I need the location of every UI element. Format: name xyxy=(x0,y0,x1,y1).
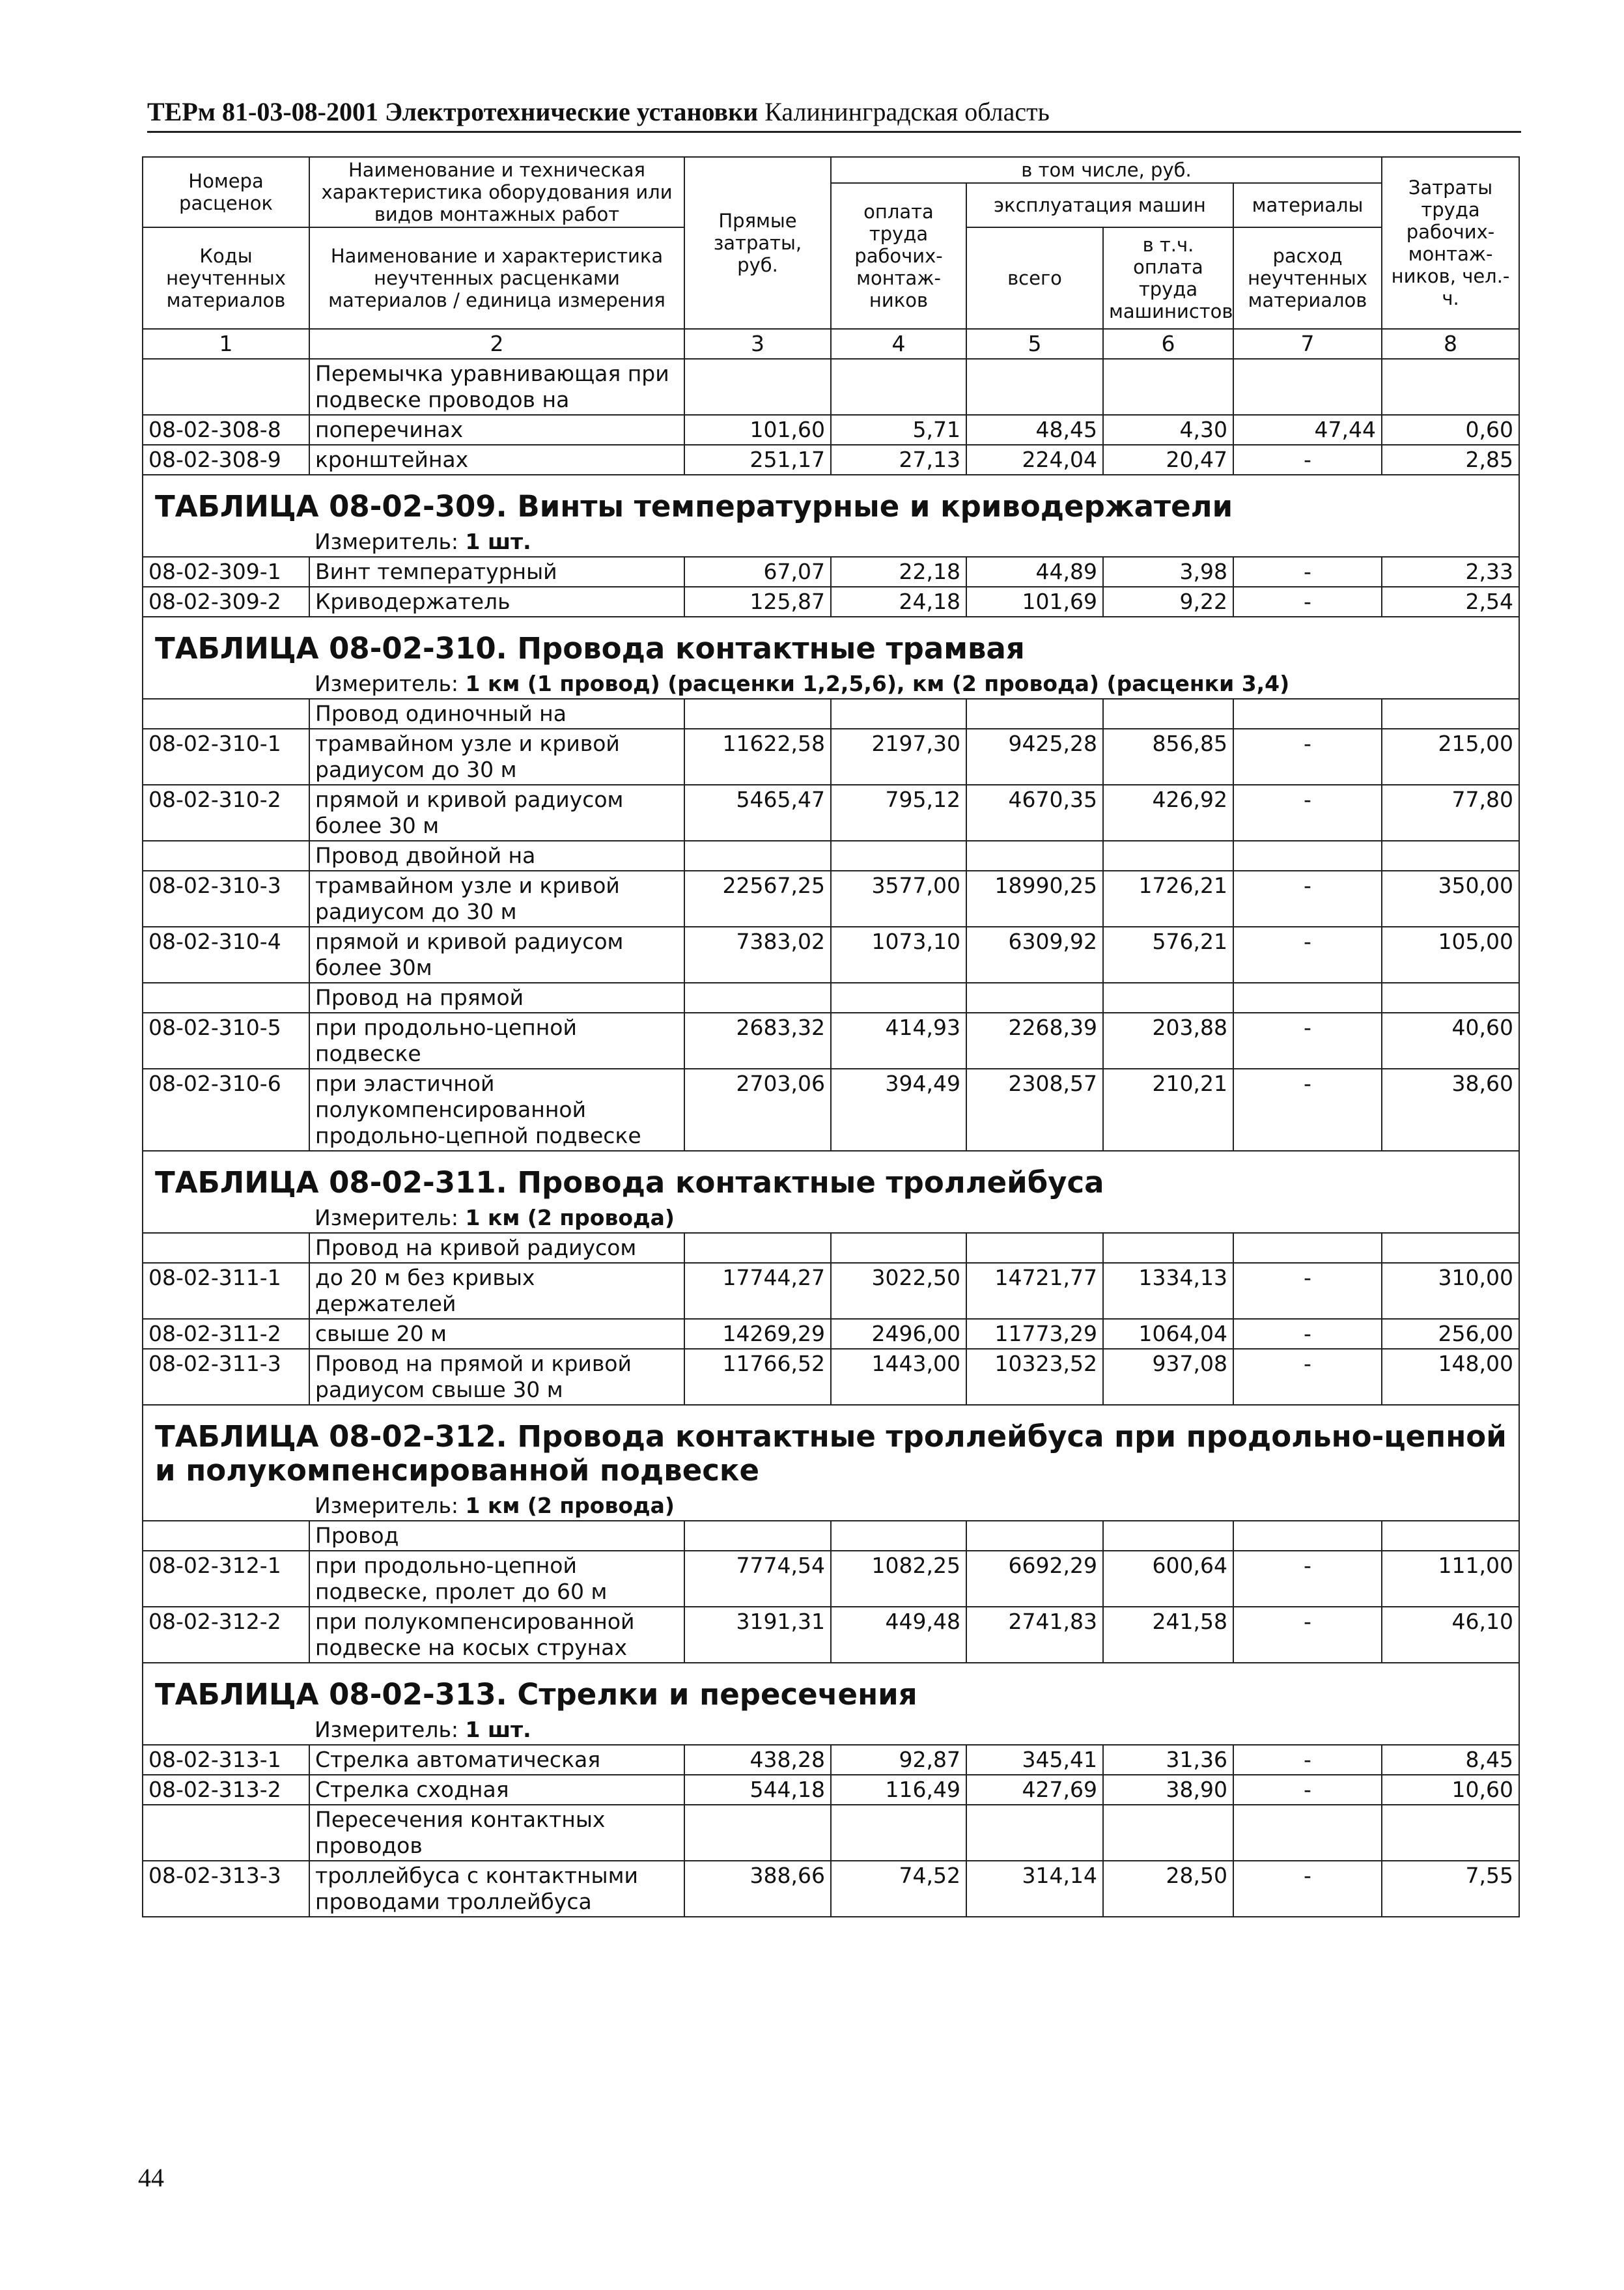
labor-pay-cell: 24,18 xyxy=(831,587,966,617)
labor-pay-cell: 22,18 xyxy=(831,557,966,587)
section-title-row xyxy=(143,1663,1519,1716)
group-name: Пересечения контактных проводов xyxy=(309,1805,684,1861)
col-number: 1 xyxy=(143,329,309,359)
rate-code: 08-02-313-2 xyxy=(143,1775,309,1805)
group-name: Провод xyxy=(309,1521,684,1551)
machines-labor-cell: 4,30 xyxy=(1103,415,1233,445)
group-empty-cell xyxy=(1382,1521,1519,1551)
col-number: 6 xyxy=(1103,329,1233,359)
measure-spacer xyxy=(143,528,309,557)
group-empty-cell xyxy=(1233,699,1382,729)
rate-code: 08-02-310-3 xyxy=(143,871,309,927)
machines-labor-cell: 38,90 xyxy=(1103,1775,1233,1805)
rate-code: 08-02-310-5 xyxy=(143,1013,309,1069)
col-codes-sub-header: Коды неучтенных материалов xyxy=(143,227,309,329)
machines-labor-cell: 3,98 xyxy=(1103,557,1233,587)
labor-hours-cell: 105,00 xyxy=(1382,927,1519,983)
group-empty-cell xyxy=(831,841,966,871)
rate-code: 08-02-308-8 xyxy=(143,415,309,445)
group-empty-cell xyxy=(831,359,966,415)
table-row xyxy=(143,1745,1519,1775)
rate-code: 08-02-309-2 xyxy=(143,587,309,617)
direct-cost-cell: 14269,29 xyxy=(684,1319,831,1349)
group-empty-cell xyxy=(1233,359,1382,415)
direct-cost-cell: 2703,06 xyxy=(684,1069,831,1151)
group-empty-cell xyxy=(831,699,966,729)
table-row xyxy=(143,587,1519,617)
measure-cell xyxy=(309,1491,1519,1521)
section-title: ТАБЛИЦА 08-02-312. Провода контактные троллейбуса при продольно-цепной и полукомпенсированной подвеске xyxy=(143,1405,1519,1491)
labor-hours-cell: 2,85 xyxy=(1382,445,1519,475)
labor-pay-cell: 5,71 xyxy=(831,415,966,445)
materials-cell: - xyxy=(1233,927,1382,983)
col-labor-cost-header: Затраты труда рабочих-монтаж-ников, чел.-ч. xyxy=(1382,157,1519,329)
rate-name: прямой и кривой радиусом более 30 м xyxy=(309,785,684,841)
group-empty-cell xyxy=(1103,1521,1233,1551)
materials-cell: - xyxy=(1233,557,1382,587)
measure-cell xyxy=(309,528,1519,557)
machines-total-cell: 9425,28 xyxy=(966,729,1103,785)
group-empty-cell xyxy=(143,983,309,1013)
rate-code: 08-02-310-2 xyxy=(143,785,309,841)
group-row xyxy=(143,983,1519,1013)
table-row xyxy=(143,1551,1519,1607)
machines-labor-cell: 937,08 xyxy=(1103,1349,1233,1405)
group-empty-cell xyxy=(143,841,309,871)
direct-cost-cell: 101,60 xyxy=(684,415,831,445)
direct-cost-cell: 2683,32 xyxy=(684,1013,831,1069)
measure-value: 1 шт. xyxy=(465,529,531,554)
rate-name: прямой и кривой радиусом более 30м xyxy=(309,927,684,983)
group-row xyxy=(143,1233,1519,1263)
rate-code: 08-02-312-2 xyxy=(143,1607,309,1663)
measure-spacer xyxy=(143,1204,309,1233)
materials-cell: - xyxy=(1233,1745,1382,1775)
machines-total-cell: 2268,39 xyxy=(966,1013,1103,1069)
section-title-row xyxy=(143,617,1519,670)
group-name: Провод на прямой xyxy=(309,983,684,1013)
direct-cost-cell: 11622,58 xyxy=(684,729,831,785)
direct-cost-cell: 7383,02 xyxy=(684,927,831,983)
machines-total-cell: 18990,25 xyxy=(966,871,1103,927)
labor-pay-cell: 2197,30 xyxy=(831,729,966,785)
materials-cell: - xyxy=(1233,1263,1382,1319)
table-row xyxy=(143,729,1519,785)
group-empty-cell xyxy=(1382,699,1519,729)
machines-labor-cell: 1064,04 xyxy=(1103,1319,1233,1349)
table-row xyxy=(143,1013,1519,1069)
labor-pay-cell: 1073,10 xyxy=(831,927,966,983)
direct-cost-cell: 67,07 xyxy=(684,557,831,587)
col-number: 3 xyxy=(684,329,831,359)
col-machines-header: эксплуатация машин xyxy=(966,183,1233,227)
group-name: Провод одиночный на xyxy=(309,699,684,729)
rate-code: 08-02-311-3 xyxy=(143,1349,309,1405)
col-number: 8 xyxy=(1382,329,1519,359)
machines-labor-cell: 9,22 xyxy=(1103,587,1233,617)
labor-pay-cell: 394,49 xyxy=(831,1069,966,1151)
group-empty-cell xyxy=(143,699,309,729)
rate-code: 08-02-313-1 xyxy=(143,1745,309,1775)
materials-cell: - xyxy=(1233,1775,1382,1805)
rate-code: 08-02-310-1 xyxy=(143,729,309,785)
materials-cell: - xyxy=(1233,1349,1382,1405)
measure-cell xyxy=(309,1204,1519,1233)
table-row xyxy=(143,557,1519,587)
table-row xyxy=(143,785,1519,841)
labor-pay-cell: 795,12 xyxy=(831,785,966,841)
table-row xyxy=(143,445,1519,475)
group-empty-cell xyxy=(966,1521,1103,1551)
machines-total-cell: 6692,29 xyxy=(966,1551,1103,1607)
group-empty-cell xyxy=(684,1521,831,1551)
labor-hours-cell: 8,45 xyxy=(1382,1745,1519,1775)
group-empty-cell xyxy=(143,359,309,415)
rate-name: трамвайном узле и кривой радиусом до 30 м xyxy=(309,871,684,927)
group-empty-cell xyxy=(684,699,831,729)
direct-cost-cell: 22567,25 xyxy=(684,871,831,927)
rate-name: при продольно-цепной подвеске xyxy=(309,1013,684,1069)
rate-name: Криводержатель xyxy=(309,587,684,617)
materials-cell: - xyxy=(1233,785,1382,841)
group-empty-cell xyxy=(1382,983,1519,1013)
machines-labor-cell: 856,85 xyxy=(1103,729,1233,785)
machines-labor-cell: 1334,13 xyxy=(1103,1263,1233,1319)
materials-cell: - xyxy=(1233,1013,1382,1069)
rate-name: свыше 20 м xyxy=(309,1319,684,1349)
group-empty-cell xyxy=(966,1233,1103,1263)
labor-hours-cell: 77,80 xyxy=(1382,785,1519,841)
group-empty-cell xyxy=(966,699,1103,729)
labor-hours-cell: 2,33 xyxy=(1382,557,1519,587)
rate-code: 08-02-310-6 xyxy=(143,1069,309,1151)
measure-value: 1 шт. xyxy=(465,1717,531,1742)
page-header xyxy=(147,96,1521,133)
measure-label: Измеритель: xyxy=(315,671,459,696)
rate-code: 08-02-309-1 xyxy=(143,557,309,587)
measure-label: Измеритель: xyxy=(315,1205,459,1230)
rate-name: Стрелка сходная xyxy=(309,1775,684,1805)
group-row xyxy=(143,699,1519,729)
group-empty-cell xyxy=(1103,1233,1233,1263)
col-number: 2 xyxy=(309,329,684,359)
machines-labor-cell: 210,21 xyxy=(1103,1069,1233,1151)
machines-total-cell: 345,41 xyxy=(966,1745,1103,1775)
measure-row xyxy=(143,670,1519,699)
group-empty-cell xyxy=(1103,1805,1233,1861)
section-title-row xyxy=(143,1151,1519,1204)
group-empty-cell xyxy=(1103,983,1233,1013)
group-empty-cell xyxy=(966,1805,1103,1861)
direct-cost-cell: 7774,54 xyxy=(684,1551,831,1607)
col-labor-header: оплата труда рабочих-монтаж-ников xyxy=(831,183,966,329)
measure-label: Измеритель: xyxy=(315,1717,459,1742)
measure-cell xyxy=(309,670,1519,699)
group-empty-cell xyxy=(966,983,1103,1013)
table-row xyxy=(143,415,1519,445)
table-row xyxy=(143,871,1519,927)
measure-label: Измеритель: xyxy=(315,529,459,554)
section-title-row xyxy=(143,1405,1519,1491)
rate-name: трамвайном узле и кривой радиусом до 30 м xyxy=(309,729,684,785)
materials-cell: - xyxy=(1233,1861,1382,1917)
group-empty-cell xyxy=(831,983,966,1013)
table-row xyxy=(143,1319,1519,1349)
direct-cost-cell: 388,66 xyxy=(684,1861,831,1917)
materials-cell: - xyxy=(1233,871,1382,927)
materials-cell: - xyxy=(1233,587,1382,617)
machines-total-cell: 6309,92 xyxy=(966,927,1103,983)
labor-hours-cell: 148,00 xyxy=(1382,1349,1519,1405)
rate-name: Стрелка автоматическая xyxy=(309,1745,684,1775)
page-number: 44 xyxy=(138,2163,164,2192)
materials-cell: - xyxy=(1233,1069,1382,1151)
group-empty-cell xyxy=(1233,1233,1382,1263)
measure-spacer xyxy=(143,1716,309,1745)
group-empty-cell xyxy=(1103,841,1233,871)
labor-hours-cell: 111,00 xyxy=(1382,1551,1519,1607)
direct-cost-cell: 251,17 xyxy=(684,445,831,475)
machines-labor-cell: 203,88 xyxy=(1103,1013,1233,1069)
section-title: ТАБЛИЦА 08-02-310. Провода контактные трамвая xyxy=(143,617,1519,670)
labor-pay-cell: 27,13 xyxy=(831,445,966,475)
rate-code: 08-02-312-1 xyxy=(143,1551,309,1607)
group-name: Перемычка уравнивающая при подвеске проводов на xyxy=(309,359,684,415)
table-row xyxy=(143,1861,1519,1917)
group-empty-cell xyxy=(1103,359,1233,415)
machines-total-cell: 427,69 xyxy=(966,1775,1103,1805)
group-row xyxy=(143,359,1519,415)
materials-cell: - xyxy=(1233,729,1382,785)
measure-cell xyxy=(309,1716,1519,1745)
machines-total-cell: 2741,83 xyxy=(966,1607,1103,1663)
rate-name: при полукомпенсированной подвеске на косых струнах xyxy=(309,1607,684,1663)
group-row xyxy=(143,1805,1519,1861)
table-body xyxy=(143,359,1519,1917)
rate-code: 08-02-311-2 xyxy=(143,1319,309,1349)
direct-cost-cell: 3191,31 xyxy=(684,1607,831,1663)
doc-code: ТЕРм 81-03-08-2001 xyxy=(147,97,378,126)
section-title: ТАБЛИЦА 08-02-309. Винты температурные и криводержатели xyxy=(143,475,1519,528)
materials-cell: - xyxy=(1233,1607,1382,1663)
group-row xyxy=(143,841,1519,871)
labor-hours-cell: 256,00 xyxy=(1382,1319,1519,1349)
col-name-sub-header: Наименование и характеристика неучтенных расценками материалов / единица измерения xyxy=(309,227,684,329)
col-machines-labor-header: в т.ч. оплата труда машинистов xyxy=(1103,227,1233,329)
group-row xyxy=(143,1521,1519,1551)
rate-name: кронштейнах xyxy=(309,445,684,475)
col-number: 4 xyxy=(831,329,966,359)
rate-name: поперечинах xyxy=(309,415,684,445)
group-empty-cell xyxy=(1233,983,1382,1013)
direct-cost-cell: 5465,47 xyxy=(684,785,831,841)
machines-total-cell: 4670,35 xyxy=(966,785,1103,841)
group-empty-cell xyxy=(143,1805,309,1861)
machines-labor-cell: 426,92 xyxy=(1103,785,1233,841)
column-numbers-row xyxy=(143,329,1519,359)
rate-name: при продольно-цепной подвеске, пролет до 60 м xyxy=(309,1551,684,1607)
labor-hours-cell: 215,00 xyxy=(1382,729,1519,785)
measure-value: 1 км (1 провод) (расценки 1,2,5,6), км (2 провода) (расценки 3,4) xyxy=(465,671,1290,696)
col-number: 7 xyxy=(1233,329,1382,359)
group-empty-cell xyxy=(831,1233,966,1263)
direct-cost-cell: 544,18 xyxy=(684,1775,831,1805)
group-empty-cell xyxy=(831,1521,966,1551)
col-machines-total-header: всего xyxy=(966,227,1103,329)
group-empty-cell xyxy=(684,1233,831,1263)
machines-total-cell: 44,89 xyxy=(966,557,1103,587)
measure-label: Измеритель: xyxy=(315,1493,459,1518)
rates-table-wrap xyxy=(142,156,1519,1917)
group-empty-cell xyxy=(1103,699,1233,729)
labor-hours-cell: 10,60 xyxy=(1382,1775,1519,1805)
labor-pay-cell: 3577,00 xyxy=(831,871,966,927)
machines-total-cell: 101,69 xyxy=(966,587,1103,617)
group-empty-cell xyxy=(831,1805,966,1861)
measure-row xyxy=(143,528,1519,557)
measure-spacer xyxy=(143,670,309,699)
col-materials-header: материалы xyxy=(1233,183,1382,227)
materials-cell: - xyxy=(1233,1551,1382,1607)
labor-pay-cell: 92,87 xyxy=(831,1745,966,1775)
machines-total-cell: 224,04 xyxy=(966,445,1103,475)
section-title-row xyxy=(143,475,1519,528)
section-title: ТАБЛИЦА 08-02-313. Стрелки и пересечения xyxy=(143,1663,1519,1716)
labor-pay-cell: 116,49 xyxy=(831,1775,966,1805)
machines-labor-cell: 241,58 xyxy=(1103,1607,1233,1663)
col-direct-header: Прямые затраты, руб. xyxy=(684,157,831,329)
col-including-header: в том числе, руб. xyxy=(831,157,1382,183)
measure-row xyxy=(143,1491,1519,1521)
group-empty-cell xyxy=(966,841,1103,871)
rate-code: 08-02-308-9 xyxy=(143,445,309,475)
group-name: Провод двойной на xyxy=(309,841,684,871)
direct-cost-cell: 438,28 xyxy=(684,1745,831,1775)
measure-value: 1 км (2 провода) xyxy=(465,1205,675,1230)
group-empty-cell xyxy=(1382,359,1519,415)
rate-code: 08-02-313-3 xyxy=(143,1861,309,1917)
labor-hours-cell: 7,55 xyxy=(1382,1861,1519,1917)
col-name-header: Наименование и техническая характеристика оборудования или видов монтажных работ xyxy=(309,157,684,227)
doc-bold-title: Электротехнические установки xyxy=(385,97,759,126)
machines-total-cell: 314,14 xyxy=(966,1861,1103,1917)
rate-code: 08-02-310-4 xyxy=(143,927,309,983)
labor-pay-cell: 2496,00 xyxy=(831,1319,966,1349)
rates-table xyxy=(142,156,1520,1917)
labor-pay-cell: 449,48 xyxy=(831,1607,966,1663)
measure-spacer xyxy=(143,1491,309,1521)
machines-total-cell: 14721,77 xyxy=(966,1263,1103,1319)
group-empty-cell xyxy=(966,359,1103,415)
machines-total-cell: 2308,57 xyxy=(966,1069,1103,1151)
rate-name: Винт температурный xyxy=(309,557,684,587)
group-empty-cell xyxy=(1382,841,1519,871)
labor-hours-cell: 0,60 xyxy=(1382,415,1519,445)
machines-labor-cell: 1726,21 xyxy=(1103,871,1233,927)
rate-name: троллейбуса с контактными проводами троллейбуса xyxy=(309,1861,684,1917)
labor-hours-cell: 350,00 xyxy=(1382,871,1519,927)
labor-hours-cell: 2,54 xyxy=(1382,587,1519,617)
table-head xyxy=(143,157,1519,359)
table-row xyxy=(143,1263,1519,1319)
col-codes-header: Номера расценок xyxy=(143,157,309,227)
machines-labor-cell: 28,50 xyxy=(1103,1861,1233,1917)
machines-labor-cell: 576,21 xyxy=(1103,927,1233,983)
measure-row xyxy=(143,1716,1519,1745)
group-empty-cell xyxy=(1233,1805,1382,1861)
section-title: ТАБЛИЦА 08-02-311. Провода контактные троллейбуса xyxy=(143,1151,1519,1204)
rate-name: при эластичной полукомпенсированной продольно-цепной подвеске xyxy=(309,1069,684,1151)
table-row xyxy=(143,1775,1519,1805)
labor-hours-cell: 46,10 xyxy=(1382,1607,1519,1663)
direct-cost-cell: 11766,52 xyxy=(684,1349,831,1405)
materials-cell: - xyxy=(1233,445,1382,475)
measure-row xyxy=(143,1204,1519,1233)
table-row xyxy=(143,1349,1519,1405)
labor-hours-cell: 310,00 xyxy=(1382,1263,1519,1319)
labor-pay-cell: 74,52 xyxy=(831,1861,966,1917)
group-empty-cell xyxy=(143,1521,309,1551)
labor-pay-cell: 414,93 xyxy=(831,1013,966,1069)
group-empty-cell xyxy=(1382,1805,1519,1861)
rate-name: до 20 м без кривых держателей xyxy=(309,1263,684,1319)
group-name: Провод на кривой радиусом xyxy=(309,1233,684,1263)
group-empty-cell xyxy=(684,841,831,871)
col-number: 5 xyxy=(966,329,1103,359)
group-empty-cell xyxy=(684,359,831,415)
table-row xyxy=(143,927,1519,983)
machines-total-cell: 10323,52 xyxy=(966,1349,1103,1405)
machines-total-cell: 11773,29 xyxy=(966,1319,1103,1349)
col-materials-sub-header: расход неучтенных материалов xyxy=(1233,227,1382,329)
group-empty-cell xyxy=(684,983,831,1013)
labor-hours-cell: 40,60 xyxy=(1382,1013,1519,1069)
materials-cell: - xyxy=(1233,1319,1382,1349)
group-empty-cell xyxy=(1233,1521,1382,1551)
machines-total-cell: 48,45 xyxy=(966,415,1103,445)
doc-region: Калининградская область xyxy=(764,97,1050,126)
rate-code: 08-02-311-1 xyxy=(143,1263,309,1319)
labor-pay-cell: 1082,25 xyxy=(831,1551,966,1607)
group-empty-cell xyxy=(1382,1233,1519,1263)
group-empty-cell xyxy=(684,1805,831,1861)
machines-labor-cell: 600,64 xyxy=(1103,1551,1233,1607)
direct-cost-cell: 17744,27 xyxy=(684,1263,831,1319)
group-empty-cell xyxy=(1233,841,1382,871)
direct-cost-cell: 125,87 xyxy=(684,587,831,617)
materials-cell: 47,44 xyxy=(1233,415,1382,445)
machines-labor-cell: 31,36 xyxy=(1103,1745,1233,1775)
table-row xyxy=(143,1069,1519,1151)
labor-pay-cell: 3022,50 xyxy=(831,1263,966,1319)
machines-labor-cell: 20,47 xyxy=(1103,445,1233,475)
group-empty-cell xyxy=(143,1233,309,1263)
table-row xyxy=(143,1607,1519,1663)
rate-name: Провод на прямой и кривой радиусом свыше 30 м xyxy=(309,1349,684,1405)
labor-pay-cell: 1443,00 xyxy=(831,1349,966,1405)
measure-value: 1 км (2 провода) xyxy=(465,1493,675,1518)
labor-hours-cell: 38,60 xyxy=(1382,1069,1519,1151)
